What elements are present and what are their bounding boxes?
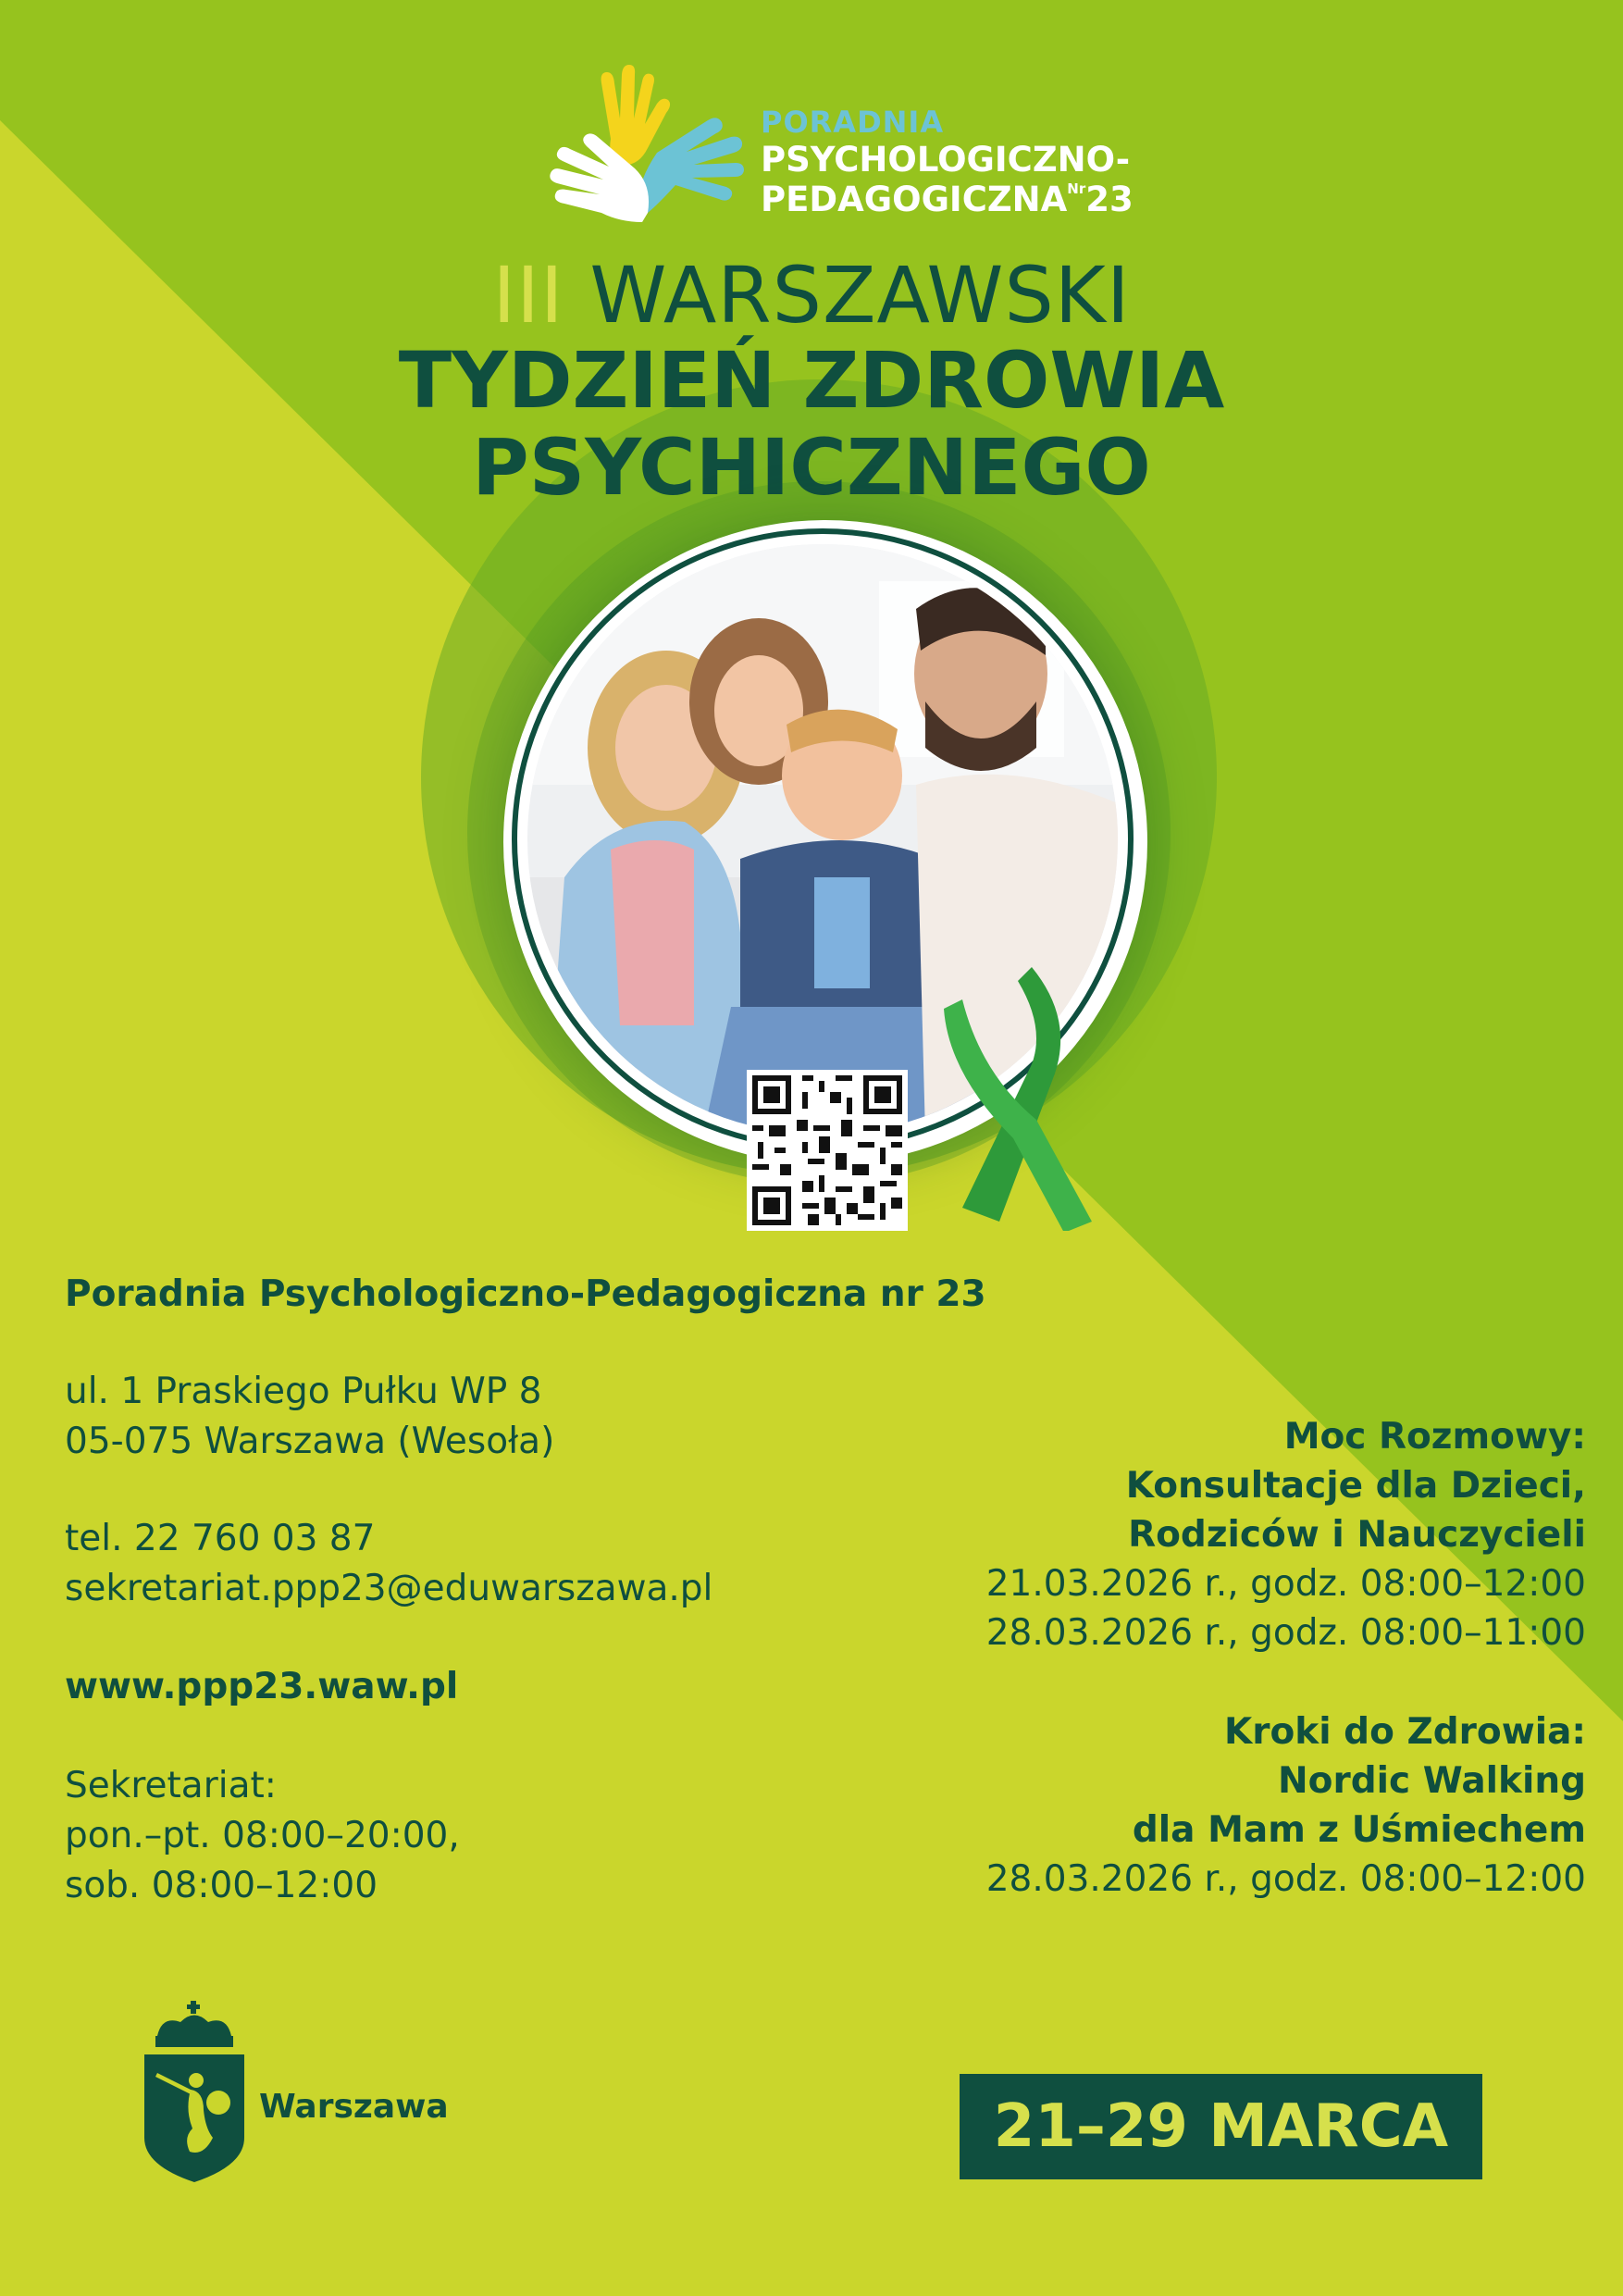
logo-line-poradnia: PORADNIA — [761, 105, 945, 140]
date-range-badge: 21–29 MARCA — [960, 2074, 1482, 2179]
address-city: 05-075 Warszawa (Wesoła) — [65, 1421, 555, 1462]
event-block-2 — [986, 1707, 1586, 1904]
warsaw-logo-label: Warszawa — [259, 2088, 449, 2126]
warsaw-crest-icon — [139, 1999, 250, 2184]
logo-line-psychologiczno: PSYCHOLOGICZNO- — [761, 140, 1131, 180]
event-1-title-line: Rodziców i Nauczycieli — [1128, 1514, 1586, 1556]
email-link[interactable]: sekretariat.ppp23@eduwarszawa.pl — [65, 1568, 713, 1609]
logo-line-pedagogiczna — [761, 182, 1134, 217]
website-link[interactable]: www.ppp23.waw.pl — [65, 1666, 459, 1707]
logo-text — [761, 107, 1134, 217]
event-1-title-line: Moc Rozmowy: — [1283, 1416, 1586, 1458]
event-2-title-line: Kroki do Zdrowia: — [1224, 1711, 1586, 1753]
hours-weekdays: pon.–pt. 08:00–20:00, — [65, 1815, 460, 1856]
event-2-date: 28.03.2026 r., godz. 08:00–12:00 — [985, 1858, 1586, 1900]
event-2-title-line: dla Mam z Uśmiechem — [1132, 1809, 1586, 1851]
title-warszawski: WARSZAWSKI — [589, 250, 1131, 341]
event-1-date: 28.03.2026 r., godz. 08:00–11:00 — [985, 1612, 1586, 1654]
event-block-1 — [986, 1412, 1586, 1657]
event-1-date: 21.03.2026 r., godz. 08:00–12:00 — [985, 1563, 1586, 1605]
hands-logo-icon — [546, 65, 750, 231]
title-line-1 — [0, 250, 1623, 341]
hours-saturday: sob. 08:00–12:00 — [65, 1865, 378, 1906]
logo-number: 23 — [1085, 180, 1134, 219]
institution-name: Poradnia Psychologiczno-Pedagogiczna nr 23 — [65, 1273, 986, 1315]
title-roman-numeral: III — [492, 250, 564, 341]
logo-pedagogiczna-text: PEDAGOGICZNA — [761, 180, 1068, 219]
awareness-ribbon-icon — [944, 962, 1110, 1231]
event-1-title-line: Konsultacje dla Dzieci, — [1125, 1465, 1586, 1507]
title-line-3: PSYCHICZNEGO — [472, 422, 1151, 513]
logo-nr: Nr — [1067, 180, 1086, 197]
qr-code-icon[interactable] — [747, 1070, 908, 1231]
title-line-2: TYDZIEŃ ZDROWIA — [398, 335, 1225, 426]
phone-number[interactable]: tel. 22 760 03 87 — [65, 1518, 376, 1559]
hours-title: Sekretariat: — [65, 1765, 277, 1806]
address-street: ul. 1 Praskiego Pułku WP 8 — [65, 1371, 542, 1412]
event-2-title-line: Nordic Walking — [1278, 1760, 1586, 1802]
